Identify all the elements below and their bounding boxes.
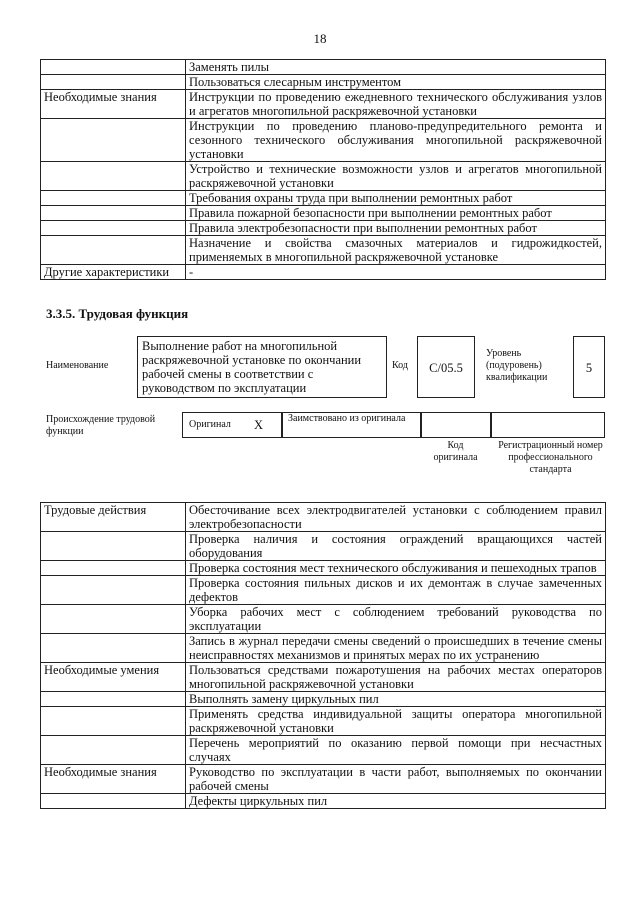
row-label [41, 236, 186, 265]
row-label [41, 605, 186, 634]
row-label [41, 206, 186, 221]
table-row [41, 634, 606, 663]
row-label [41, 736, 186, 765]
table-row [41, 206, 606, 221]
row-label [41, 162, 186, 191]
row-text: Проверка состояния пильных дисков и их демонтаж в случае замеченных дефектов [186, 576, 606, 605]
row-text: Заменять пилы [186, 60, 606, 75]
table-row [41, 663, 606, 692]
table-row [41, 503, 606, 532]
row-label: Необходимые знания [41, 90, 186, 119]
row-text: Пользоваться средствами пожаротушения на рабочих местах операторов многопильной раскряжевочной установки [186, 663, 606, 692]
row-text: Руководство по эксплуатации в части работ, выполняемых по окончании рабочей смены [186, 765, 606, 794]
table-row [41, 236, 606, 265]
code-label: Код [392, 360, 408, 371]
row-label [41, 221, 186, 236]
function-name-box: Выполнение работ на многопильной раскряжевочной установке по окончании рабочей смены в соответствии с руководством по эксплуатации [137, 336, 387, 398]
row-label [41, 532, 186, 561]
row-text: Правила электробезопасности при выполнении ремонтных работ [186, 221, 606, 236]
row-text: Инструкции по проведению планово-предупредительного ремонта и сезонного технического обслуживания многопильной раскряжевочной установки [186, 119, 606, 162]
original-mark: X [254, 418, 264, 432]
row-label: Трудовые действия [41, 503, 186, 532]
row-text: Обесточивание всех электродвигателей установки с соблюдением правил электробезопасности [186, 503, 606, 532]
section-title: 3.3.5. Трудовая функция [46, 306, 189, 321]
row-text: Инструкции по проведению ежедневного технического обслуживания узлов и агрегатов многопильной раскряжевочной установки [186, 90, 606, 119]
table-row [41, 794, 606, 809]
row-label [41, 191, 186, 206]
name-label: Наименование [46, 360, 109, 371]
table-row [41, 707, 606, 736]
row-text: Требования охраны труда при выполнении ремонтных работ [186, 191, 606, 206]
row-label [41, 576, 186, 605]
row-label: Другие характеристики [41, 265, 186, 280]
row-text: Правила пожарной безопасности при выполнении ремонтных работ [186, 206, 606, 221]
row-label [41, 119, 186, 162]
level-value-box: 5 [573, 336, 605, 398]
row-label [41, 794, 186, 809]
function-code-box: С/05.5 [417, 336, 475, 398]
row-text: Уборка рабочих мест с соблюдением требований руководства по эксплуатации [186, 605, 606, 634]
level-label: Уровень (подуровень) квалификации [486, 348, 548, 383]
table-row [41, 576, 606, 605]
table-row [41, 736, 606, 765]
row-text: Проверка состояния мест технического обслуживания и пешеходных трапов [186, 561, 606, 576]
row-text: - [186, 265, 606, 280]
row-text: Запись в журнал передачи смены сведений о происшедших в течение смены неисправностях механизмов и принятых мерах по их устранению [186, 634, 606, 663]
row-label [41, 60, 186, 75]
row-text: Выполнять замену циркульных пил [186, 692, 606, 707]
table-row [41, 605, 606, 634]
row-text: Пользоваться слесарным инструментом [186, 75, 606, 90]
row-text: Дефекты циркульных пил [186, 794, 606, 809]
table-row [41, 191, 606, 206]
table-row [41, 119, 606, 162]
origin-divider [281, 412, 283, 438]
table-row [41, 162, 606, 191]
table-row [41, 532, 606, 561]
table-row [41, 75, 606, 90]
row-text: Назначение и свойства смазочных материалов и гидрожидкостей, применяемых в многопильной раскряжевочной установке [186, 236, 606, 265]
reg-number-caption: Регистрационный номер профессионального стандарта [498, 440, 603, 475]
table-row [41, 692, 606, 707]
borrowed-label: Заимствовано из оригинала [288, 413, 406, 424]
row-label [41, 707, 186, 736]
row-label [41, 561, 186, 576]
origin-label: Происхождение трудовой функции [46, 414, 156, 437]
table-row [41, 221, 606, 236]
original-label: Оригинал [189, 419, 231, 430]
table-row [41, 265, 606, 280]
row-text: Применять средства индивидуальной защиты оператора многопильной раскряжевочной установки [186, 707, 606, 736]
row-text: Перечень мероприятий по оказанию первой помощи при несчастных случаях [186, 736, 606, 765]
origin-divider [490, 412, 492, 438]
row-text: Проверка наличия и состояния ограждений вращающихся частей оборудования [186, 532, 606, 561]
row-label [41, 692, 186, 707]
table-row [41, 561, 606, 576]
row-label: Необходимые умения [41, 663, 186, 692]
table-row [41, 90, 606, 119]
row-label: Необходимые знания [41, 765, 186, 794]
row-label [41, 634, 186, 663]
table-row [41, 60, 606, 75]
row-text: Устройство и технические возможности узлов и агрегатов многопильной раскряжевочной установки [186, 162, 606, 191]
code-original-caption: Код оригинала [433, 440, 478, 463]
row-label [41, 75, 186, 90]
page-number: 18 [313, 31, 327, 46]
labor-function-table [40, 502, 606, 809]
table-row [41, 765, 606, 794]
origin-divider [420, 412, 422, 438]
skills-knowledge-table-top [40, 59, 606, 280]
